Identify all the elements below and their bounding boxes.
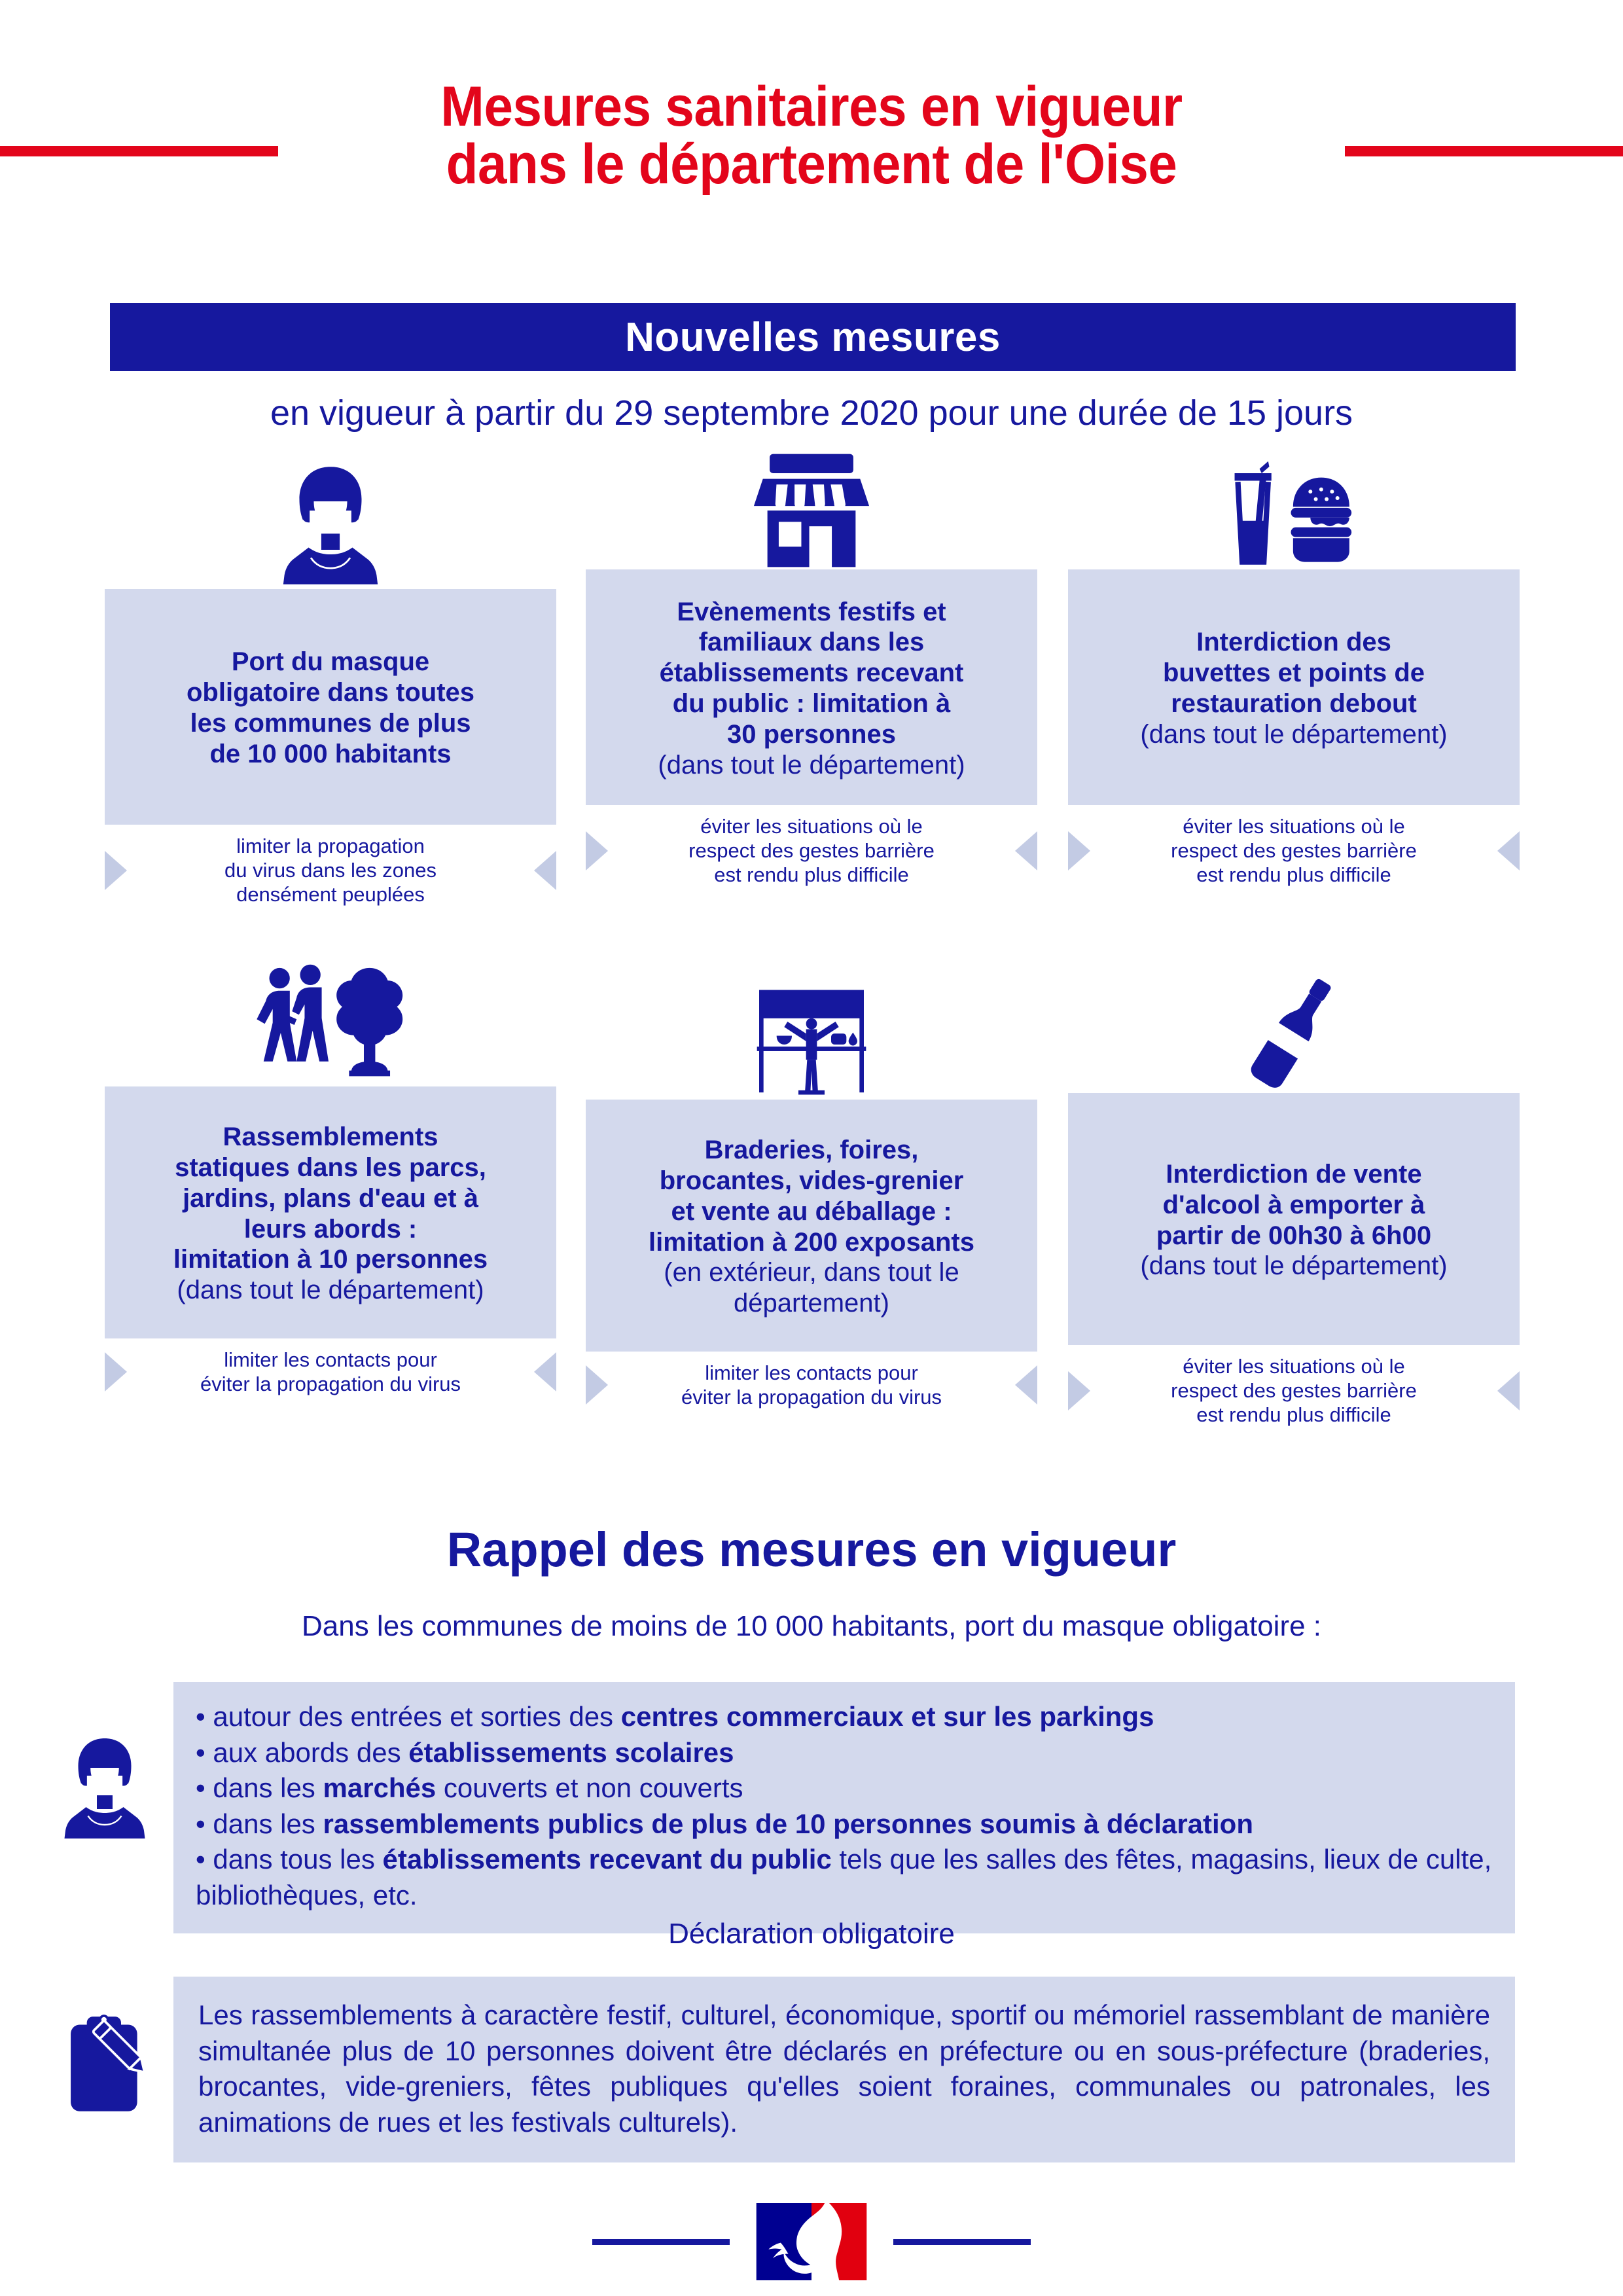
arrow-left-icon	[1497, 831, 1520, 870]
rappel-subtitle: Dans les communes de moins de 10 000 habitants, port du masque obligatoire :	[301, 1610, 1322, 1642]
arrow-left-icon	[534, 851, 556, 890]
measure-caption-row	[1068, 814, 1520, 888]
arrow-left-icon	[1497, 1371, 1520, 1410]
measure-heading: Rassemblements statiques dans les parcs, jardins, plans d'eau et à leurs abords : limitation à 10 personnes	[173, 1122, 488, 1274]
measure-heading: Port du masque obligatoire dans toutes les communes de plus de 10 000 habitants	[186, 647, 475, 768]
measure-subnote: (dans tout le département)	[1140, 719, 1448, 749]
page-title	[325, 75, 1298, 196]
measure-heading: Braderies, foires, brocantes, vides-grenier et vente au déballage : limitation à 200 exposants	[649, 1136, 974, 1257]
measure-caption-row	[105, 1348, 556, 1396]
wine-bottle-icon	[1068, 975, 1520, 1093]
measure-card-body	[1068, 569, 1520, 805]
clipboard-pencil-icon	[62, 2013, 154, 2121]
measure-caption-row	[586, 1361, 1037, 1409]
title-rule-left	[0, 146, 278, 156]
measure-card-5	[586, 1100, 1037, 1409]
drink-burger-icon	[1068, 452, 1520, 569]
banner-subtitle: en vigueur à partir du 29 septembre 2020 pour une durée de 15 jours	[270, 393, 1353, 433]
measure-caption: limiter les contacts pour éviter la propagation du virus	[681, 1361, 942, 1409]
measure-subnote: (dans tout le département)	[1140, 1251, 1448, 1281]
list-item: • aux abords des établissements scolaires	[196, 1736, 734, 1768]
footer-rule-left	[592, 2239, 730, 2245]
arrow-right-icon	[105, 1352, 127, 1391]
rappel-title: Rappel des mesures en vigueur	[446, 1522, 1177, 1577]
title-rule-right	[1345, 146, 1623, 156]
declaration-text: Les rassemblements à caractère festif, culturel, économique, sportif ou mémoriel rassemblant de manière simultanée plus de 10 personnes doivent être déclarés en préfecture ou en sous-préfecture (braderies, brocantes, vide-greniers, fêtes publiques qu'elles soient foraines, communales ou patronales, les animations de rues et les festivals culturels).	[198, 2000, 1490, 2138]
arrow-left-icon	[1015, 1365, 1037, 1405]
mask-rules-panel	[173, 1682, 1515, 1933]
market-stall-icon	[586, 982, 1037, 1100]
declaration-panel	[173, 1977, 1515, 2162]
measure-card-1	[105, 589, 556, 907]
arrow-right-icon	[1068, 831, 1090, 870]
people-tree-icon	[105, 969, 556, 1086]
measure-subnote: (dans tout le département)	[658, 750, 965, 780]
measure-card-2	[586, 569, 1037, 888]
arrow-right-icon	[586, 831, 608, 870]
arrow-right-icon	[1068, 1371, 1090, 1410]
new-measures-banner: Nouvelles mesures	[110, 303, 1516, 371]
measure-card-body	[105, 589, 556, 825]
measure-card-body	[586, 1100, 1037, 1352]
measure-caption-row	[1068, 1354, 1520, 1427]
page-title-line2: dans le département de l'Oise	[446, 132, 1177, 196]
list-item: • dans les rassemblements publics de plus de 10 personnes soumis à déclaration	[196, 1808, 1253, 1839]
list-item: • dans tous les établissements recevant du public tels que les salles des fêtes, magasins, lieux de culte, bibliothèques, etc.	[196, 1844, 1492, 1910]
mask-rules-list	[196, 1699, 1493, 1914]
list-item: • dans les marchés couverts et non couverts	[196, 1772, 743, 1804]
measure-caption: limiter les contacts pour éviter la propagation du virus	[200, 1348, 461, 1396]
measure-subnote: (en extérieur, dans tout le département)	[664, 1258, 959, 1318]
arrow-right-icon	[105, 851, 127, 890]
measure-heading: Interdiction de vente d'alcool à emporter à partir de 00h30 à 6h00	[1156, 1159, 1432, 1250]
measure-caption-row	[586, 814, 1037, 888]
measure-heading: Evènements festifs et familiaux dans les établissements recevant du public : limitation à 30 personnes	[659, 597, 964, 749]
measure-card-body	[105, 1086, 556, 1338]
masked-person-icon	[105, 471, 556, 589]
measure-caption: éviter les situations où le respect des gestes barrière est rendu plus difficile	[1171, 1355, 1417, 1427]
measure-caption: limiter la propagation du virus dans les zones densément peuplées	[224, 834, 437, 906]
marianne-republique-francaise-logo	[756, 2203, 867, 2280]
footer-rule-right	[893, 2239, 1031, 2245]
measure-caption: éviter les situations où le respect des gestes barrière est rendu plus difficile	[1171, 815, 1417, 887]
measure-subnote: (dans tout le département)	[177, 1276, 484, 1305]
list-item: • autour des entrées et sorties des centres commerciaux et sur les parkings	[196, 1701, 1154, 1732]
arrow-left-icon	[1015, 831, 1037, 870]
arrow-left-icon	[534, 1352, 556, 1391]
page-title-line1: Mesures sanitaires en vigueur	[440, 75, 1183, 138]
poster-title-block	[0, 75, 1623, 229]
arrow-right-icon	[586, 1365, 608, 1405]
footer	[0, 2206, 1623, 2278]
measure-card-body	[586, 569, 1037, 805]
measure-card-4	[105, 1086, 556, 1396]
measure-caption-row	[105, 834, 556, 907]
measure-caption: éviter les situations où le respect des gestes barrière est rendu plus difficile	[688, 815, 935, 887]
shop-front-icon	[586, 452, 1037, 569]
measure-card-3	[1068, 569, 1520, 888]
measure-card-body	[1068, 1093, 1520, 1345]
measure-heading: Interdiction des buvettes et points de restauration debout	[1162, 628, 1425, 718]
measure-card-6	[1068, 1093, 1520, 1427]
declaration-heading: Déclaration obligatoire	[668, 1918, 955, 1950]
masked-person-icon	[56, 1734, 154, 1846]
